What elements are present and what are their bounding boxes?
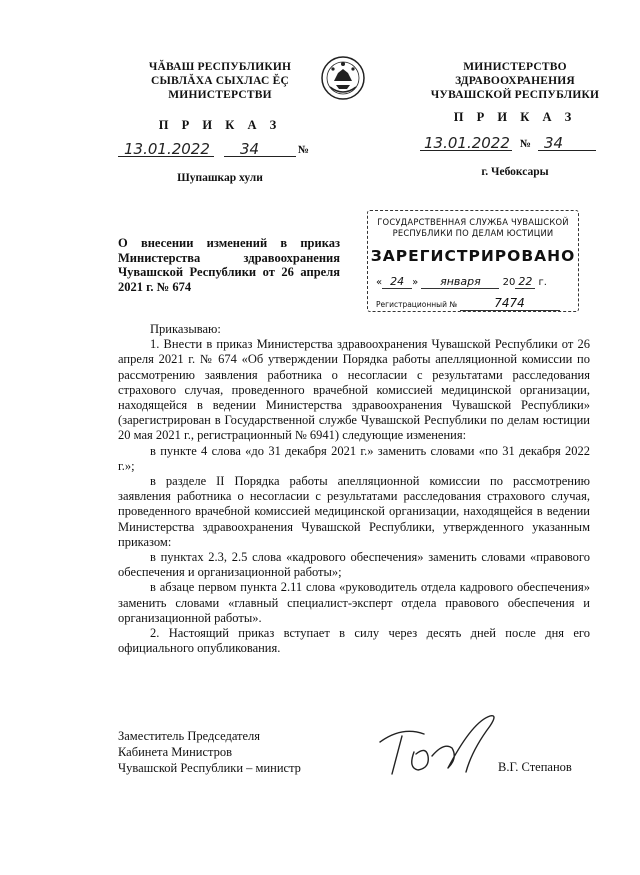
signatory-line1: Заместитель Председателя	[118, 729, 261, 743]
body-paragraph: в разделе II Порядка работы апелляционной комиссии по рассмотрению заявления работника о несогласии с результатами расследования страхового случая, проведенного врачебной комиссией медицинской организации, находящейся в ведении Министерства здравоохранения Чувашской Республики, утвержденного указанным приказом:	[118, 474, 590, 549]
stamp-year-suffix: 22	[515, 275, 535, 289]
stamp-reg-row	[368, 296, 578, 311]
body-paragraph: в абзаце первом пункта 2.11 слова «руководитель отдела кадрового обеспечения» заменить словами «главный специалист-эксперт отдела правового обеспечения и организационной работы».	[118, 580, 590, 625]
order-num-value-right: 34	[544, 134, 564, 152]
header-left-line1: ЧĂВАШ РЕСПУБЛИКИН	[148, 61, 292, 73]
body-paragraph: 1. Внести в приказ Министерства здравоохранения Чувашской Республики от 26 апреля 2021 г. № 674 «Об утверждении Порядка работы апелляционной комиссии по рассмотрению заявления работника о несогласии с результатами расследования страхового случая, проведенного врачебной комиссией медицинской организации, находящейся в ведении Министерства здравоохранения Чувашской Республики» (зарегистрирован в Государственной службе Чувашской Республики по делам юстиции 20 мая 2021 г., регистрационный № 6941) следующие изменения:	[118, 337, 590, 443]
stamp-org-line1: ГОСУДАРСТВЕННАЯ СЛУЖБА ЧУВАШСКОЙ	[377, 217, 569, 227]
stamp-year-prefix: 20	[502, 277, 516, 288]
order-number-left	[118, 140, 318, 158]
stamp-month: января	[421, 275, 499, 289]
number-underline-left	[224, 156, 296, 157]
header-right	[430, 60, 600, 102]
body-paragraph: в пунктах 2.3, 2.5 слова «кадрового обеспечения» заменить словами «правового обеспечения и организационной работы»;	[118, 550, 590, 580]
city-left: Шупашкар хули	[177, 172, 263, 184]
signatory-title	[118, 728, 301, 776]
handwritten-signature	[372, 712, 502, 787]
signatory-name: В.Г. Степанов	[498, 760, 572, 774]
stamp-year-word: г.	[538, 277, 547, 288]
registration-stamp	[367, 210, 579, 312]
stamp-date: « 24 » января 20 22 г.	[376, 275, 547, 288]
stamp-org	[368, 217, 578, 239]
header-left	[130, 60, 310, 102]
header-right-line3: ЧУВАШСКОЙ РЕСПУБЛИКИ	[430, 89, 600, 101]
signatory-line2: Кабинета Министров	[118, 745, 233, 759]
date-underline-right	[420, 150, 512, 151]
order-subject: О внесении изменений в приказ Министерства здравоохранения Чувашской Республики от 26 апреля 2021 г. № 674	[118, 236, 340, 294]
body-paragraph: Приказываю:	[150, 322, 221, 336]
date-underline-left	[118, 156, 214, 157]
order-word-right: П Р И К А З	[453, 110, 577, 124]
body-paragraph: в пункте 4 слова «до 31 декабря 2021 г.» заменить словами «по 31 декабря 2022 г.»;	[118, 443, 590, 473]
stamp-reg-number: 7474	[460, 296, 560, 311]
stamp-registered: ЗАРЕГИСТРИРОВАНО	[370, 247, 576, 265]
signatory-line3: Чувашской Республики – министр	[118, 761, 301, 775]
body-paragraph: 2. Настоящий приказ вступает в силу через десять дней после дня его официального опубликования.	[118, 626, 590, 656]
number-sign-right: №	[520, 138, 532, 150]
header-right-line1: МИНИСТЕРСТВО	[463, 61, 567, 73]
coat-of-arms-emblem	[320, 55, 366, 106]
number-underline-right	[538, 150, 596, 151]
stamp-reg-label: Регистрационный №	[376, 300, 458, 309]
order-body	[118, 322, 590, 656]
number-sign-left: №	[298, 144, 310, 156]
stamp-org-line2: РЕСПУБЛИКИ ПО ДЕЛАМ ЮСТИЦИИ	[392, 228, 554, 238]
order-num-value-left: 34	[240, 140, 260, 158]
stamp-day: 24	[382, 275, 412, 289]
header-left-line3: МИНИСТЕРСТВИ	[168, 89, 272, 101]
order-date-right: 13.01.2022	[424, 134, 510, 152]
city-right: г. Чебоксары	[481, 166, 549, 178]
order-date-left: 13.01.2022	[124, 140, 210, 158]
order-word-left: П Р И К А З	[158, 118, 282, 132]
header-right-line2: ЗДРАВООХРАНЕНИЯ	[455, 75, 575, 87]
header-left-line2: СЫВЛĂХА СЫХЛАС ĔÇ	[151, 75, 289, 87]
order-number-right	[420, 134, 600, 152]
